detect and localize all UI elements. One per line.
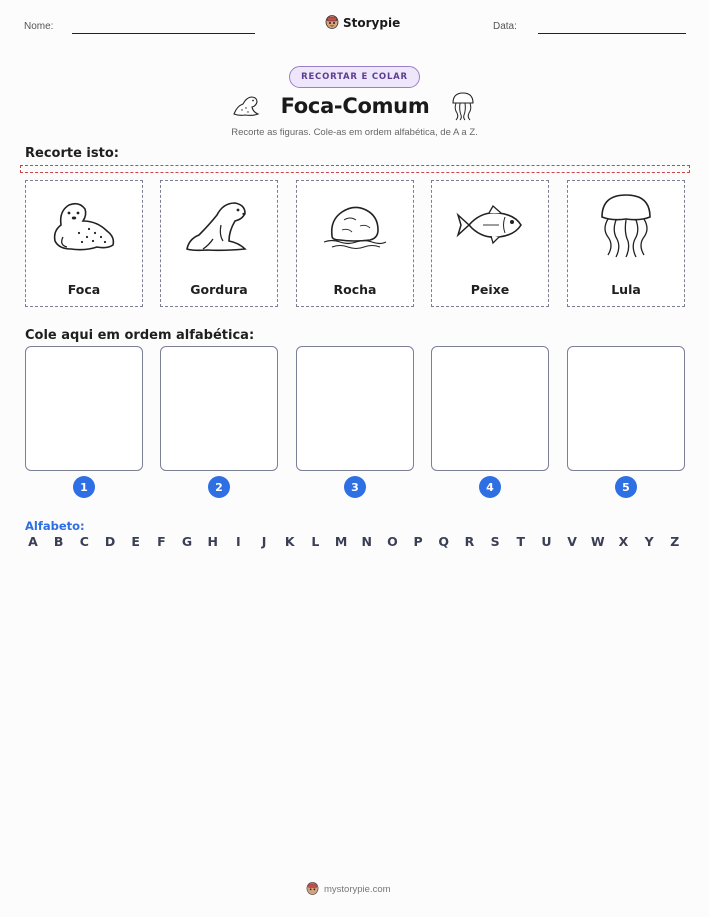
cut-card-foca[interactable]: [25, 180, 143, 307]
footer: [306, 880, 391, 899]
page-title: Foca-Comum: [280, 94, 430, 118]
date-label: Data:: [493, 21, 517, 32]
alphabet-letter: J: [261, 534, 267, 549]
alphabet-letter: H: [207, 534, 218, 549]
alphabet-letter: Q: [438, 534, 450, 549]
alphabet-letter: Y: [644, 534, 654, 549]
cut-card-gordura[interactable]: [160, 180, 278, 307]
cut-line: [20, 165, 690, 173]
paste-slot-3[interactable]: [296, 346, 414, 471]
alphabet-letter: P: [413, 534, 423, 549]
storypie-mascot-icon: [306, 880, 319, 899]
card-label: Rocha: [333, 282, 377, 297]
activity-type-badge: RECORTAR E COLAR: [289, 66, 420, 88]
alphabet-letter: L: [311, 534, 320, 549]
alphabet-row: [26, 534, 682, 549]
sea-lion-icon: [183, 195, 255, 259]
paste-slot-5[interactable]: [567, 346, 685, 471]
name-field-line[interactable]: [72, 33, 255, 34]
paste-slot-4[interactable]: [431, 346, 549, 471]
alphabet-letter: U: [541, 534, 552, 549]
alphabet-letter: F: [157, 534, 166, 549]
brand-logo: [325, 13, 400, 33]
fish-icon: [455, 203, 525, 251]
alphabet-letter: N: [361, 534, 372, 549]
alphabet-letter: I: [236, 534, 241, 549]
alphabet-letter: M: [334, 534, 348, 549]
alphabet-letter: R: [464, 534, 475, 549]
card-label: Peixe: [470, 282, 510, 297]
alphabet-letter: C: [79, 534, 89, 549]
order-number-5: 5: [615, 476, 637, 498]
cut-card-lula[interactable]: [567, 180, 685, 307]
card-label: Gordura: [190, 282, 248, 297]
cut-section-label: Recorte isto:: [25, 146, 119, 161]
card-label: Foca: [67, 282, 101, 297]
alphabet-letter: D: [104, 534, 116, 549]
alphabet-letter: W: [590, 534, 605, 549]
alphabet-letter: G: [181, 534, 193, 549]
order-number-3: 3: [344, 476, 366, 498]
alphabet-letter: X: [618, 534, 629, 549]
order-number-4: 4: [479, 476, 501, 498]
alphabet-letter: K: [284, 534, 295, 549]
alphabet-letter: O: [387, 534, 398, 549]
card-label: Lula: [611, 282, 641, 297]
storypie-mascot-icon: [325, 13, 339, 33]
alphabet-title: Alfabeto:: [25, 519, 85, 533]
brand-name: Storypie: [343, 16, 401, 30]
seal-icon: [49, 197, 119, 257]
alphabet-letter: V: [567, 534, 577, 549]
order-number-1: 1: [73, 476, 95, 498]
cut-card-rocha[interactable]: [296, 180, 414, 307]
alphabet-letter: T: [516, 534, 526, 549]
cut-card-peixe[interactable]: [431, 180, 549, 307]
paste-section-label: Cole aqui em ordem alfabética:: [25, 328, 255, 343]
rock-icon: [322, 200, 388, 254]
alphabet-letter: B: [53, 534, 64, 549]
paste-slot-1[interactable]: [25, 346, 143, 471]
name-label: Nome:: [24, 21, 54, 32]
alphabet-letter: S: [490, 534, 500, 549]
seal-icon: [231, 92, 261, 122]
footer-url[interactable]: mystorypie.com: [324, 884, 391, 895]
order-number-2: 2: [208, 476, 230, 498]
jellyfish-icon: [596, 191, 656, 263]
paste-slot-2[interactable]: [160, 346, 278, 471]
alphabet-letter: Z: [670, 534, 680, 549]
alphabet-letter: E: [131, 534, 140, 549]
date-field-line[interactable]: [538, 33, 686, 34]
instructions: Recorte as figuras. Cole-as em ordem alfabética, de A a Z.: [231, 127, 478, 138]
jellyfish-icon: [450, 91, 476, 125]
alphabet-letter: A: [28, 534, 38, 549]
